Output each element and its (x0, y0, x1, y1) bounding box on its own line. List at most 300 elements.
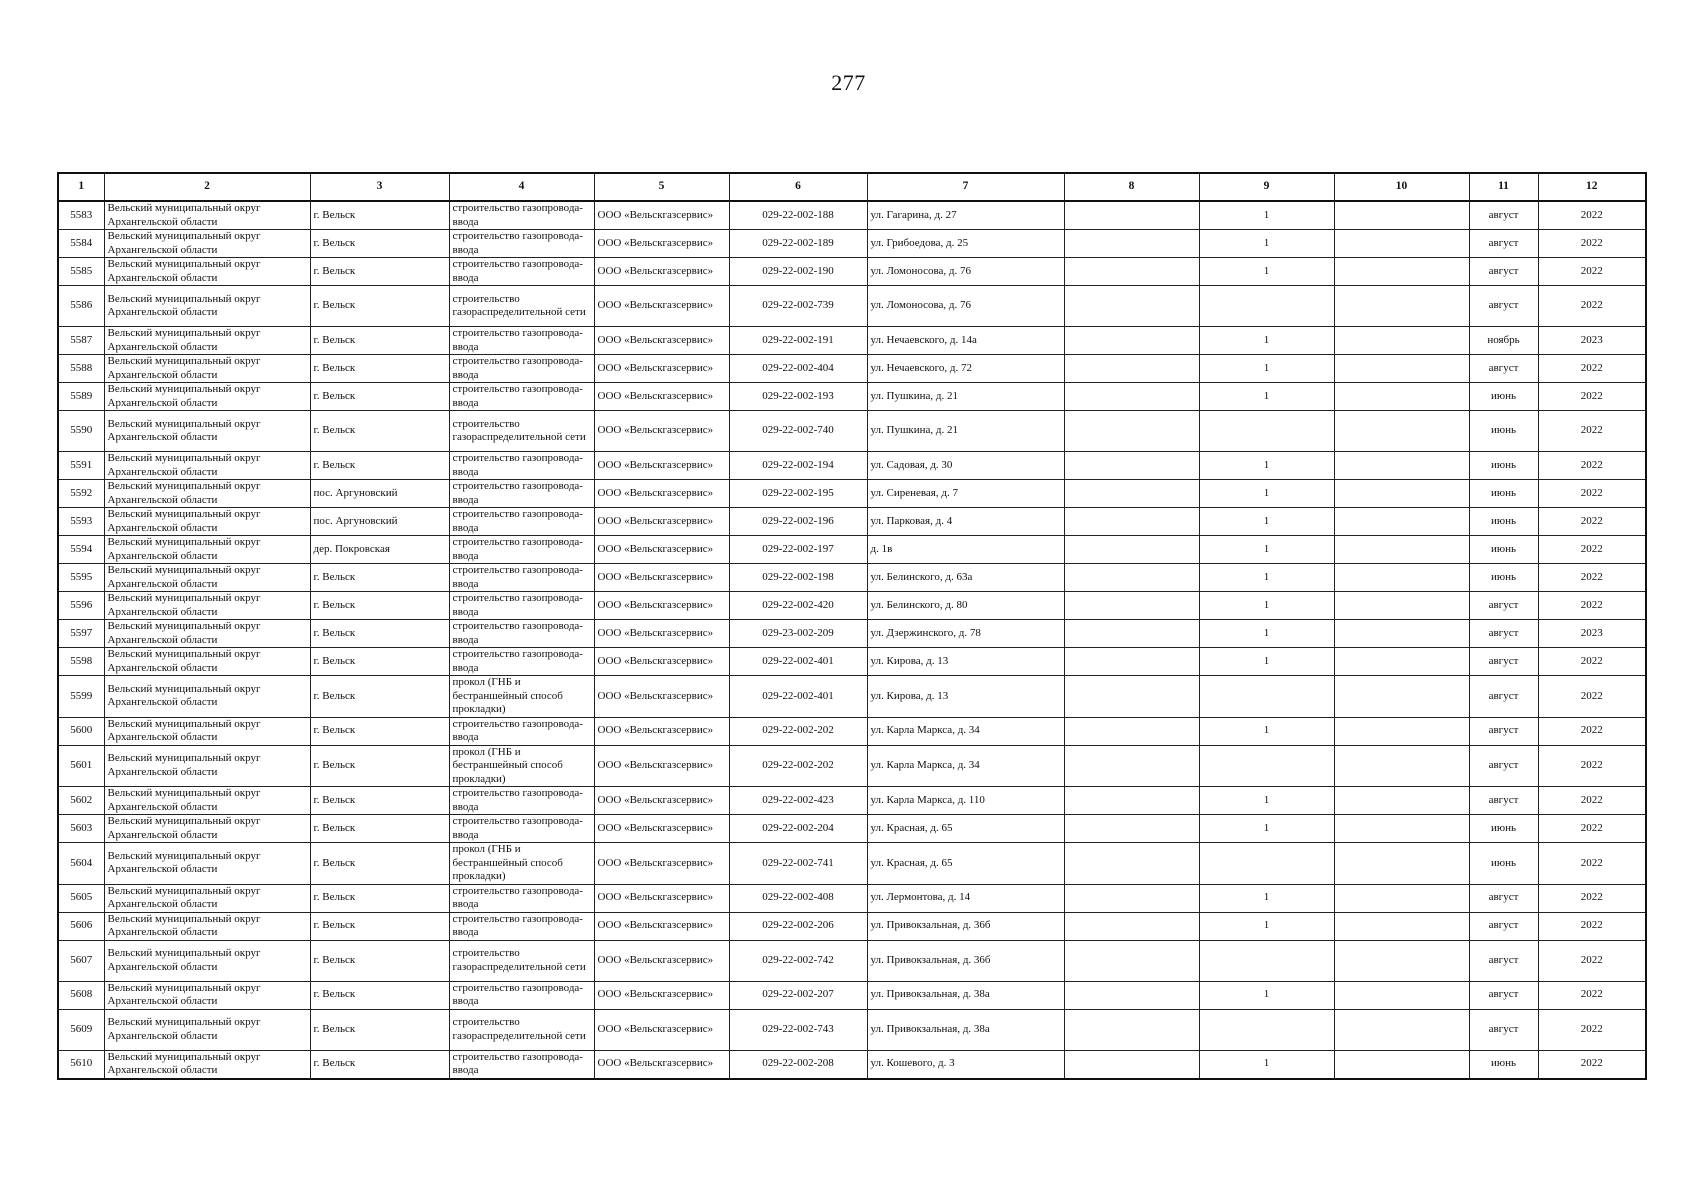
year-cell: 2022 (1538, 843, 1646, 885)
year-cell: 2022 (1538, 745, 1646, 787)
organization-cell: ООО «Вельскгазсервис» (594, 981, 729, 1009)
month-cell: июнь (1469, 564, 1538, 592)
locality-cell: г. Вельск (310, 676, 449, 718)
year-cell: 2022 (1538, 717, 1646, 745)
table-row (58, 383, 1646, 411)
locality-cell: г. Вельск (310, 620, 449, 648)
column-8-cell (1064, 1050, 1199, 1079)
row-number: 5588 (58, 355, 104, 383)
month-cell: август (1469, 981, 1538, 1009)
table-row (58, 327, 1646, 355)
locality-cell: г. Вельск (310, 912, 449, 940)
month-cell: август (1469, 787, 1538, 815)
year-cell: 2022 (1538, 536, 1646, 564)
registry-table (57, 172, 1647, 1080)
work-type-cell: строительство газопровода-ввода (449, 201, 594, 230)
quantity-cell (1199, 676, 1334, 718)
header-row (58, 173, 1646, 201)
year-cell: 2022 (1538, 912, 1646, 940)
work-type-cell: строительство газопровода-ввода (449, 452, 594, 480)
quantity-cell: 1 (1199, 508, 1334, 536)
row-number: 5593 (58, 508, 104, 536)
organization-cell: ООО «Вельскгазсервис» (594, 480, 729, 508)
work-type-cell: прокол (ГНБ и бестраншейный способ прокладки) (449, 843, 594, 885)
column-8-cell (1064, 717, 1199, 745)
work-type-cell: строительство газораспределительной сети (449, 940, 594, 981)
locality-cell: г. Вельск (310, 648, 449, 676)
column-header-2: 2 (104, 173, 310, 201)
work-type-cell: строительство газопровода-ввода (449, 815, 594, 843)
column-header-12: 12 (1538, 173, 1646, 201)
table-row (58, 1050, 1646, 1079)
column-8-cell (1064, 286, 1199, 327)
address-cell: ул. Гагарина, д. 27 (867, 201, 1064, 230)
object-code-cell: 029-22-002-204 (729, 815, 867, 843)
quantity-cell (1199, 745, 1334, 787)
quantity-cell: 1 (1199, 355, 1334, 383)
quantity-cell: 1 (1199, 1050, 1334, 1079)
column-header-10: 10 (1334, 173, 1469, 201)
month-cell: июнь (1469, 536, 1538, 564)
locality-cell: дер. Покровская (310, 536, 449, 564)
month-cell: август (1469, 745, 1538, 787)
column-8-cell (1064, 815, 1199, 843)
month-cell: август (1469, 717, 1538, 745)
municipality-cell: Вельский муниципальный округ Архангельской области (104, 592, 310, 620)
work-type-cell: строительство газопровода-ввода (449, 787, 594, 815)
year-cell: 2022 (1538, 592, 1646, 620)
month-cell: июнь (1469, 508, 1538, 536)
organization-cell: ООО «Вельскгазсервис» (594, 327, 729, 355)
table-row (58, 884, 1646, 912)
month-cell: август (1469, 355, 1538, 383)
column-8-cell (1064, 981, 1199, 1009)
column-header-4: 4 (449, 173, 594, 201)
organization-cell: ООО «Вельскгазсервис» (594, 258, 729, 286)
column-8-cell (1064, 787, 1199, 815)
table-row (58, 355, 1646, 383)
column-8-cell (1064, 230, 1199, 258)
object-code-cell: 029-22-002-741 (729, 843, 867, 885)
object-code-cell: 029-22-002-189 (729, 230, 867, 258)
column-8-cell (1064, 508, 1199, 536)
month-cell: август (1469, 676, 1538, 718)
year-cell: 2022 (1538, 258, 1646, 286)
table-row (58, 717, 1646, 745)
column-10-cell (1334, 258, 1469, 286)
column-header-11: 11 (1469, 173, 1538, 201)
year-cell: 2022 (1538, 230, 1646, 258)
work-type-cell: строительство газораспределительной сети (449, 286, 594, 327)
quantity-cell: 1 (1199, 480, 1334, 508)
municipality-cell: Вельский муниципальный округ Архангельской области (104, 940, 310, 981)
table-row (58, 620, 1646, 648)
locality-cell: г. Вельск (310, 787, 449, 815)
municipality-cell: Вельский муниципальный округ Архангельской области (104, 452, 310, 480)
quantity-cell: 1 (1199, 383, 1334, 411)
column-10-cell (1334, 536, 1469, 564)
month-cell: июнь (1469, 383, 1538, 411)
year-cell: 2022 (1538, 648, 1646, 676)
column-header-9: 9 (1199, 173, 1334, 201)
municipality-cell: Вельский муниципальный округ Архангельской области (104, 981, 310, 1009)
work-type-cell: строительство газопровода-ввода (449, 884, 594, 912)
row-number: 5601 (58, 745, 104, 787)
address-cell: ул. Красная, д. 65 (867, 815, 1064, 843)
organization-cell: ООО «Вельскгазсервис» (594, 230, 729, 258)
work-type-cell: прокол (ГНБ и бестраншейный способ прокладки) (449, 745, 594, 787)
column-header-3: 3 (310, 173, 449, 201)
locality-cell: г. Вельск (310, 815, 449, 843)
column-8-cell (1064, 355, 1199, 383)
column-10-cell (1334, 843, 1469, 885)
address-cell: ул. Привокзальная, д. 36б (867, 940, 1064, 981)
address-cell: ул. Ломоносова, д. 76 (867, 258, 1064, 286)
municipality-cell: Вельский муниципальный округ Архангельской области (104, 912, 310, 940)
year-cell: 2022 (1538, 286, 1646, 327)
quantity-cell: 1 (1199, 230, 1334, 258)
object-code-cell: 029-22-002-190 (729, 258, 867, 286)
row-number: 5594 (58, 536, 104, 564)
object-code-cell: 029-22-002-401 (729, 648, 867, 676)
column-10-cell (1334, 480, 1469, 508)
object-code-cell: 029-22-002-408 (729, 884, 867, 912)
work-type-cell: строительство газопровода-ввода (449, 648, 594, 676)
row-number: 5608 (58, 981, 104, 1009)
locality-cell: г. Вельск (310, 383, 449, 411)
column-10-cell (1334, 286, 1469, 327)
column-8-cell (1064, 258, 1199, 286)
column-10-cell (1334, 676, 1469, 718)
object-code-cell: 029-22-002-202 (729, 717, 867, 745)
table-row (58, 201, 1646, 230)
locality-cell: г. Вельск (310, 843, 449, 885)
quantity-cell: 1 (1199, 717, 1334, 745)
table-body (58, 201, 1646, 1079)
column-header-6: 6 (729, 173, 867, 201)
municipality-cell: Вельский муниципальный округ Архангельской области (104, 815, 310, 843)
column-header-8: 8 (1064, 173, 1199, 201)
column-8-cell (1064, 564, 1199, 592)
column-8-cell (1064, 912, 1199, 940)
object-code-cell: 029-22-002-202 (729, 745, 867, 787)
object-code-cell: 029-22-002-193 (729, 383, 867, 411)
column-8-cell (1064, 480, 1199, 508)
organization-cell: ООО «Вельскгазсервис» (594, 912, 729, 940)
municipality-cell: Вельский муниципальный округ Архангельской области (104, 201, 310, 230)
year-cell: 2022 (1538, 355, 1646, 383)
locality-cell: пос. Аргуновский (310, 480, 449, 508)
locality-cell: г. Вельск (310, 745, 449, 787)
work-type-cell: прокол (ГНБ и бестраншейный способ прокладки) (449, 676, 594, 718)
organization-cell: ООО «Вельскгазсервис» (594, 815, 729, 843)
column-10-cell (1334, 648, 1469, 676)
locality-cell: г. Вельск (310, 230, 449, 258)
municipality-cell: Вельский муниципальный округ Архангельской области (104, 648, 310, 676)
object-code-cell: 029-22-002-743 (729, 1009, 867, 1050)
locality-cell: г. Вельск (310, 981, 449, 1009)
municipality-cell: Вельский муниципальный округ Архангельской области (104, 230, 310, 258)
locality-cell: г. Вельск (310, 327, 449, 355)
work-type-cell: строительство газопровода-ввода (449, 383, 594, 411)
quantity-cell: 1 (1199, 884, 1334, 912)
work-type-cell: строительство газопровода-ввода (449, 327, 594, 355)
table-row (58, 230, 1646, 258)
organization-cell: ООО «Вельскгазсервис» (594, 452, 729, 480)
column-10-cell (1334, 940, 1469, 981)
table-row (58, 815, 1646, 843)
row-number: 5610 (58, 1050, 104, 1079)
column-10-cell (1334, 745, 1469, 787)
quantity-cell: 1 (1199, 327, 1334, 355)
object-code-cell: 029-22-002-742 (729, 940, 867, 981)
work-type-cell: строительство газопровода-ввода (449, 620, 594, 648)
address-cell: ул. Красная, д. 65 (867, 843, 1064, 885)
table-row (58, 843, 1646, 885)
municipality-cell: Вельский муниципальный округ Архангельской области (104, 787, 310, 815)
column-8-cell (1064, 676, 1199, 718)
municipality-cell: Вельский муниципальный округ Архангельской области (104, 745, 310, 787)
organization-cell: ООО «Вельскгазсервис» (594, 286, 729, 327)
locality-cell: г. Вельск (310, 411, 449, 452)
address-cell: ул. Привокзальная, д. 36б (867, 912, 1064, 940)
row-number: 5598 (58, 648, 104, 676)
row-number: 5609 (58, 1009, 104, 1050)
year-cell: 2022 (1538, 383, 1646, 411)
address-cell: ул. Кирова, д. 13 (867, 648, 1064, 676)
column-8-cell (1064, 1009, 1199, 1050)
work-type-cell: строительство газопровода-ввода (449, 355, 594, 383)
address-cell: ул. Нечаевского, д. 72 (867, 355, 1064, 383)
municipality-cell: Вельский муниципальный округ Архангельской области (104, 411, 310, 452)
address-cell: ул. Белинского, д. 63а (867, 564, 1064, 592)
work-type-cell: строительство газораспределительной сети (449, 1009, 594, 1050)
column-10-cell (1334, 230, 1469, 258)
object-code-cell: 029-22-002-195 (729, 480, 867, 508)
quantity-cell (1199, 286, 1334, 327)
object-code-cell: 029-22-002-208 (729, 1050, 867, 1079)
address-cell: ул. Сиреневая, д. 7 (867, 480, 1064, 508)
column-10-cell (1334, 383, 1469, 411)
organization-cell: ООО «Вельскгазсервис» (594, 884, 729, 912)
work-type-cell: строительство газопровода-ввода (449, 981, 594, 1009)
month-cell: август (1469, 258, 1538, 286)
month-cell: июнь (1469, 452, 1538, 480)
month-cell: июнь (1469, 411, 1538, 452)
municipality-cell: Вельский муниципальный округ Архангельской области (104, 620, 310, 648)
row-number: 5591 (58, 452, 104, 480)
address-cell: ул. Карла Маркса, д. 34 (867, 717, 1064, 745)
column-8-cell (1064, 620, 1199, 648)
row-number: 5600 (58, 717, 104, 745)
table-row (58, 1009, 1646, 1050)
column-8-cell (1064, 327, 1199, 355)
locality-cell: г. Вельск (310, 452, 449, 480)
work-type-cell: строительство газопровода-ввода (449, 912, 594, 940)
column-8-cell (1064, 411, 1199, 452)
object-code-cell: 029-22-002-740 (729, 411, 867, 452)
quantity-cell: 1 (1199, 201, 1334, 230)
quantity-cell: 1 (1199, 258, 1334, 286)
address-cell: ул. Кирова, д. 13 (867, 676, 1064, 718)
locality-cell: г. Вельск (310, 1009, 449, 1050)
year-cell: 2022 (1538, 480, 1646, 508)
column-10-cell (1334, 981, 1469, 1009)
row-number: 5592 (58, 480, 104, 508)
object-code-cell: 029-23-002-209 (729, 620, 867, 648)
month-cell: июнь (1469, 480, 1538, 508)
address-cell: ул. Белинского, д. 80 (867, 592, 1064, 620)
quantity-cell: 1 (1199, 912, 1334, 940)
year-cell: 2022 (1538, 1009, 1646, 1050)
column-10-cell (1334, 592, 1469, 620)
column-10-cell (1334, 327, 1469, 355)
object-code-cell: 029-22-002-188 (729, 201, 867, 230)
municipality-cell: Вельский муниципальный округ Архангельской области (104, 355, 310, 383)
table-row (58, 745, 1646, 787)
column-8-cell (1064, 940, 1199, 981)
row-number: 5602 (58, 787, 104, 815)
column-10-cell (1334, 508, 1469, 536)
locality-cell: г. Вельск (310, 355, 449, 383)
municipality-cell: Вельский муниципальный округ Архангельской области (104, 508, 310, 536)
column-8-cell (1064, 383, 1199, 411)
municipality-cell: Вельский муниципальный округ Архангельской области (104, 536, 310, 564)
object-code-cell: 029-22-002-196 (729, 508, 867, 536)
organization-cell: ООО «Вельскгазсервис» (594, 940, 729, 981)
object-code-cell: 029-22-002-739 (729, 286, 867, 327)
table-row (58, 480, 1646, 508)
month-cell: август (1469, 648, 1538, 676)
row-number: 5597 (58, 620, 104, 648)
quantity-cell: 1 (1199, 620, 1334, 648)
year-cell: 2022 (1538, 411, 1646, 452)
municipality-cell: Вельский муниципальный округ Архангельской области (104, 564, 310, 592)
object-code-cell: 029-22-002-198 (729, 564, 867, 592)
table-row (58, 787, 1646, 815)
locality-cell: г. Вельск (310, 201, 449, 230)
row-number: 5599 (58, 676, 104, 718)
address-cell: ул. Привокзальная, д. 38а (867, 1009, 1064, 1050)
table-row (58, 411, 1646, 452)
table-row (58, 286, 1646, 327)
work-type-cell: строительство газопровода-ввода (449, 480, 594, 508)
table-row (58, 592, 1646, 620)
year-cell: 2022 (1538, 981, 1646, 1009)
column-10-cell (1334, 620, 1469, 648)
month-cell: август (1469, 884, 1538, 912)
column-header-1: 1 (58, 173, 104, 201)
month-cell: июнь (1469, 1050, 1538, 1079)
locality-cell: г. Вельск (310, 940, 449, 981)
address-cell: ул. Грибоедова, д. 25 (867, 230, 1064, 258)
page-number: 277 (831, 70, 866, 95)
column-10-cell (1334, 787, 1469, 815)
object-code-cell: 029-22-002-206 (729, 912, 867, 940)
quantity-cell: 1 (1199, 981, 1334, 1009)
month-cell: август (1469, 286, 1538, 327)
work-type-cell: строительство газопровода-ввода (449, 508, 594, 536)
organization-cell: ООО «Вельскгазсервис» (594, 564, 729, 592)
object-code-cell: 029-22-002-401 (729, 676, 867, 718)
address-cell: ул. Нечаевского, д. 14а (867, 327, 1064, 355)
work-type-cell: строительство газораспределительной сети (449, 411, 594, 452)
row-number: 5604 (58, 843, 104, 885)
column-10-cell (1334, 884, 1469, 912)
municipality-cell: Вельский муниципальный округ Архангельской области (104, 258, 310, 286)
organization-cell: ООО «Вельскгазсервис» (594, 676, 729, 718)
address-cell: ул. Дзержинского, д. 78 (867, 620, 1064, 648)
column-8-cell (1064, 884, 1199, 912)
quantity-cell: 1 (1199, 648, 1334, 676)
column-8-cell (1064, 648, 1199, 676)
column-header-7: 7 (867, 173, 1064, 201)
municipality-cell: Вельский муниципальный округ Архангельской области (104, 480, 310, 508)
table-row (58, 508, 1646, 536)
work-type-cell: строительство газопровода-ввода (449, 592, 594, 620)
address-cell: ул. Кошевого, д. 3 (867, 1050, 1064, 1079)
quantity-cell: 1 (1199, 592, 1334, 620)
quantity-cell: 1 (1199, 815, 1334, 843)
row-number: 5603 (58, 815, 104, 843)
organization-cell: ООО «Вельскгазсервис» (594, 648, 729, 676)
work-type-cell: строительство газопровода-ввода (449, 230, 594, 258)
year-cell: 2022 (1538, 508, 1646, 536)
year-cell: 2022 (1538, 815, 1646, 843)
locality-cell: г. Вельск (310, 564, 449, 592)
year-cell: 2022 (1538, 787, 1646, 815)
quantity-cell: 1 (1199, 452, 1334, 480)
year-cell: 2022 (1538, 452, 1646, 480)
table-row (58, 981, 1646, 1009)
table-row (58, 912, 1646, 940)
month-cell: июнь (1469, 843, 1538, 885)
address-cell: ул. Лермонтова, д. 14 (867, 884, 1064, 912)
organization-cell: ООО «Вельскгазсервис» (594, 717, 729, 745)
quantity-cell (1199, 940, 1334, 981)
year-cell: 2023 (1538, 327, 1646, 355)
object-code-cell: 029-22-002-420 (729, 592, 867, 620)
organization-cell: ООО «Вельскгазсервис» (594, 1009, 729, 1050)
address-cell: ул. Пушкина, д. 21 (867, 383, 1064, 411)
work-type-cell: строительство газопровода-ввода (449, 1050, 594, 1079)
year-cell: 2022 (1538, 564, 1646, 592)
locality-cell: г. Вельск (310, 592, 449, 620)
locality-cell: г. Вельск (310, 884, 449, 912)
column-10-cell (1334, 564, 1469, 592)
row-number: 5587 (58, 327, 104, 355)
organization-cell: ООО «Вельскгазсервис» (594, 536, 729, 564)
row-number: 5586 (58, 286, 104, 327)
column-10-cell (1334, 452, 1469, 480)
work-type-cell: строительство газопровода-ввода (449, 564, 594, 592)
object-code-cell: 029-22-002-197 (729, 536, 867, 564)
column-10-cell (1334, 1050, 1469, 1079)
row-number: 5585 (58, 258, 104, 286)
year-cell: 2022 (1538, 940, 1646, 981)
organization-cell: ООО «Вельскгазсервис» (594, 411, 729, 452)
organization-cell: ООО «Вельскгазсервис» (594, 1050, 729, 1079)
organization-cell: ООО «Вельскгазсервис» (594, 201, 729, 230)
organization-cell: ООО «Вельскгазсервис» (594, 787, 729, 815)
address-cell: ул. Ломоносова, д. 76 (867, 286, 1064, 327)
work-type-cell: строительство газопровода-ввода (449, 258, 594, 286)
row-number: 5589 (58, 383, 104, 411)
row-number: 5606 (58, 912, 104, 940)
row-number: 5583 (58, 201, 104, 230)
column-10-cell (1334, 815, 1469, 843)
organization-cell: ООО «Вельскгазсервис» (594, 355, 729, 383)
